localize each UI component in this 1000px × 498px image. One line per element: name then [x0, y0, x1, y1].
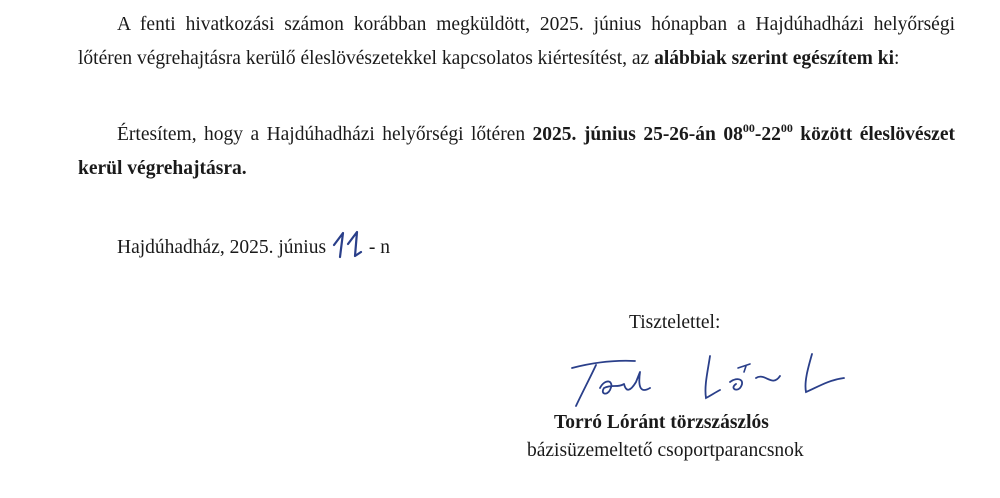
date-prefix: Hajdúhadház, 2025. június — [117, 237, 331, 258]
paragraph-supplement — [78, 8, 955, 76]
paragraph2-bold-rest: között éleslövészet kerül végrehajtásra. — [78, 124, 955, 179]
time-end-minutes: 00 — [780, 120, 793, 135]
paragraph-notification — [78, 118, 955, 186]
time-end-hour: -22 — [754, 124, 781, 145]
paragraph2-date: 2025. június 25-26-án 08 — [532, 124, 743, 145]
date-line — [117, 229, 390, 265]
paragraph1-end: : — [894, 48, 900, 69]
greeting: Tisztelettel: — [629, 312, 721, 333]
date-suffix: - n — [368, 237, 391, 258]
signer-name: Torró Lóránt törzszászlós — [554, 412, 769, 433]
handwritten-day — [331, 229, 369, 259]
time-start-minutes: 00 — [742, 120, 755, 135]
paragraph1-text: A fenti hivatkozási számon korábban megküldött, 2025. június hónapban a Hajdúhadházi helyőrségi lőtéren végrehajtásra kerülő éleslövészetekkel kapcsolatos kiértesítést, az — [78, 14, 955, 69]
paragraph2-text: Értesítem, hogy a Hajdúhadházi helyőrségi lőtéren — [117, 124, 533, 145]
paragraph1-bold: alábbiak szerint egészítem ki — [654, 48, 895, 69]
signer-title: bázisüzemeltető csoportparancsnok — [527, 440, 804, 461]
